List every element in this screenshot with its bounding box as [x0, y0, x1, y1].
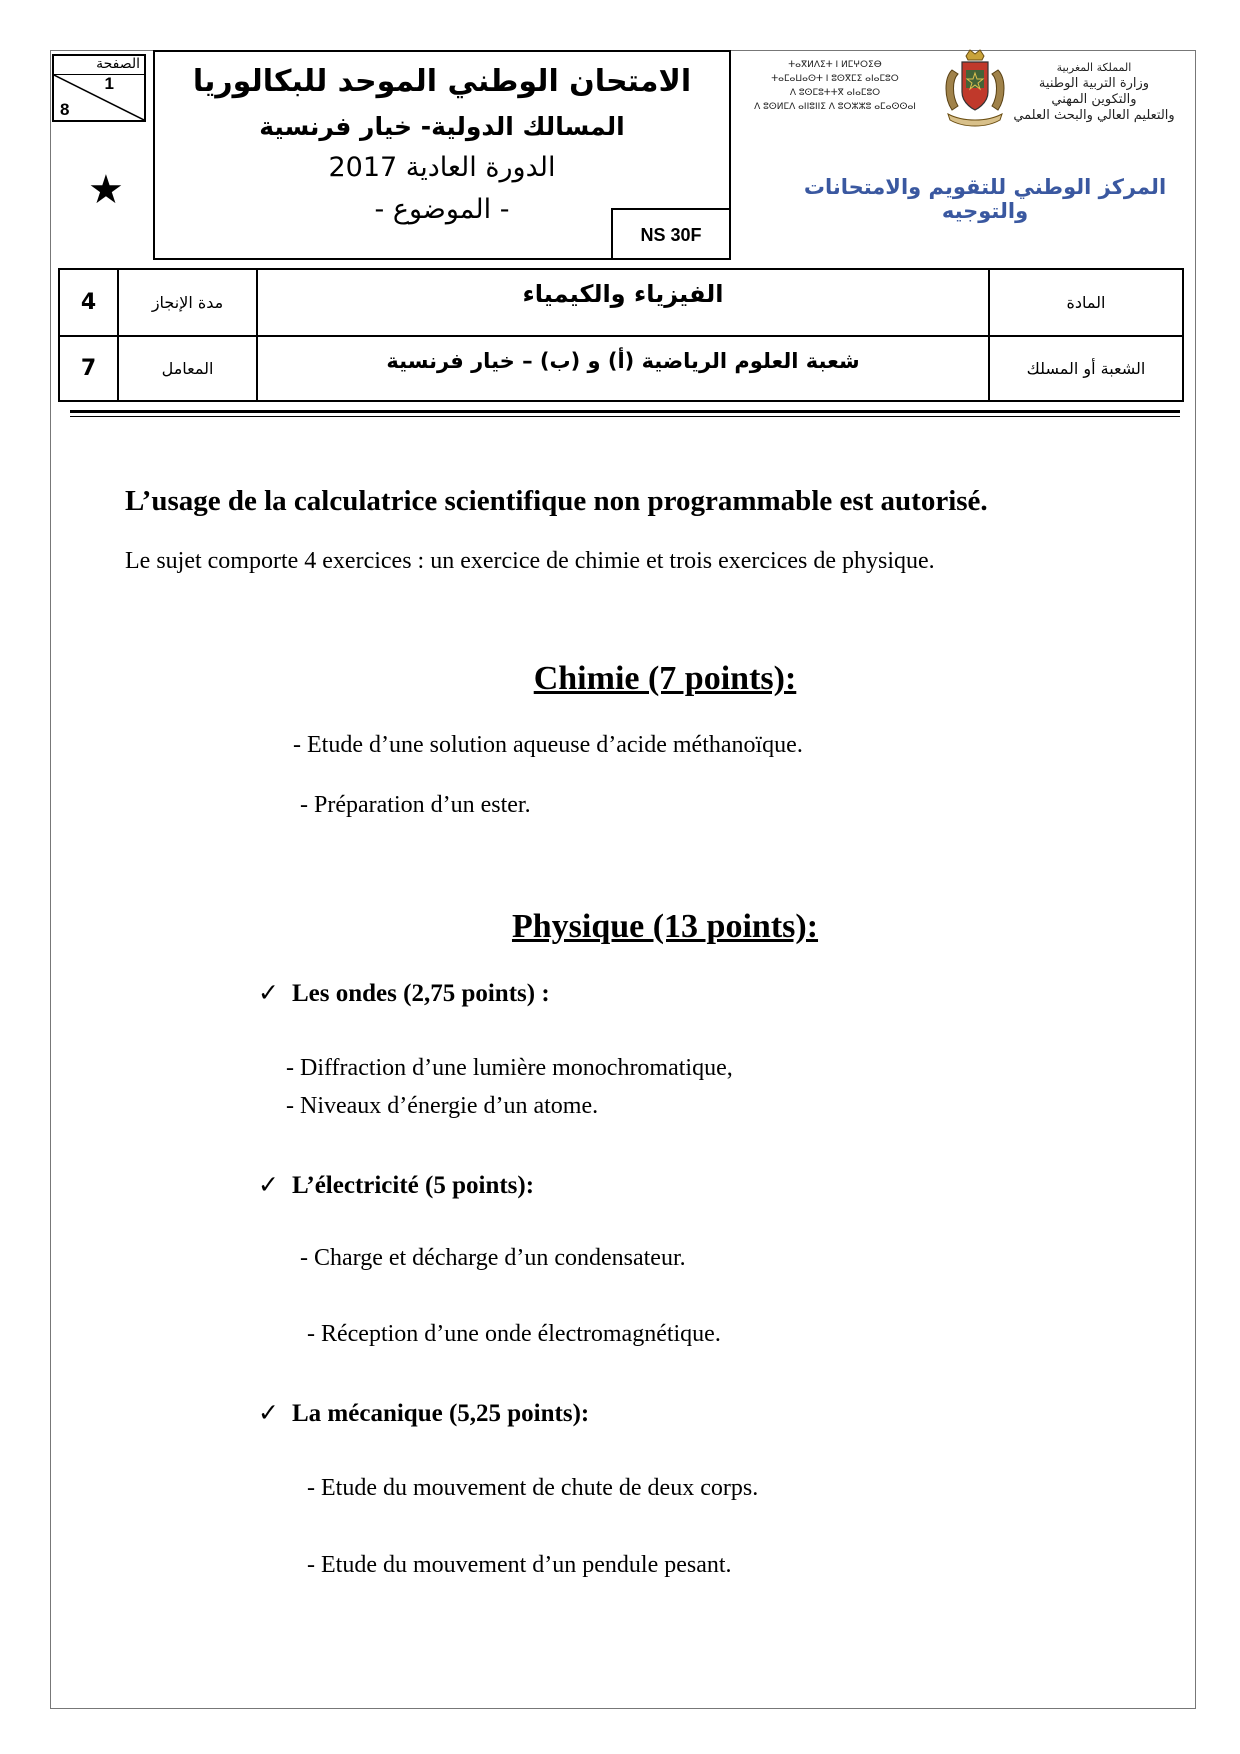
- tifinagh-line: ⴷ ⵓⵙⵎⵓⵜⵜⴳ ⴰⵏⴰⵎⵓⵔ: [789, 88, 881, 98]
- chimie-item: - Etude d’une solution aqueuse d’acide méthanoïque.: [293, 732, 803, 758]
- chimie-title: Chimie (7 points):: [533, 660, 797, 697]
- mecanique-item: - Etude du mouvement de chute de deux corps.: [307, 1475, 759, 1501]
- mecanique-title: [258, 1398, 589, 1428]
- header-rule-thin: [70, 416, 1180, 417]
- tifinagh-line: ⴷ ⵓⵙⵍⵎⴷ ⴰⵏⵏⵓⵏⵏⵉ ⴷ ⵓⵔⵣⵣⵓ ⴰⵎⴰⵙⵙⴰⵏ: [754, 102, 916, 112]
- ministry-line: والتعليم العالي والبحث العلمي: [1013, 108, 1175, 123]
- ondes-title: [258, 978, 550, 1008]
- subject-label: المادة: [1066, 293, 1106, 312]
- ministry-tifinagh: [735, 58, 935, 114]
- check-icon: ✓: [258, 1170, 279, 1199]
- duration-value: 4: [80, 290, 97, 315]
- physique-title: Physique (13 points):: [511, 908, 819, 945]
- check-icon: ✓: [258, 978, 279, 1007]
- mecanique-item: - Etude du mouvement d’un pendule pesant.: [307, 1552, 732, 1578]
- electricite-item: - Réception d’une onde électromagnétique.: [307, 1321, 721, 1347]
- exam-code: NS 30F: [611, 208, 729, 260]
- electricite-item: - Charge et décharge d’un condensateur.: [300, 1245, 686, 1271]
- ministry-arabic: [1000, 60, 1188, 124]
- duration-label: مدة الإنجاز: [151, 293, 224, 312]
- ondes-item: - Diffraction d’une lumière monochromatique,: [286, 1055, 733, 1081]
- tifinagh-line: ⵜⴰⵎⴰⵡⴰⵙⵜ ⵏ ⵓⵙⴳⵎⵉ ⴰⵏⴰⵎⵓⵔ: [771, 74, 899, 84]
- ministry-line: وزارة التربية الوطنية: [1038, 76, 1150, 91]
- page-current: 1: [104, 74, 114, 93]
- ondes-title-text: Les ondes (2,75 points) :: [292, 980, 550, 1007]
- mecanique-title-text: La mécanique (5,25 points):: [292, 1400, 590, 1427]
- calculator-notice: L’usage de la calculatrice scientifique non programmable est autorisé.: [125, 485, 988, 517]
- electricite-title-text: L’électricité (5 points):: [292, 1172, 535, 1199]
- electricite-title: [258, 1170, 534, 1200]
- tifinagh-line: ⵜⴰⴳⵍⴷⵉⵜ ⵏ ⵍⵎⵖⵔⵉⴱ: [788, 60, 882, 70]
- exam-track: المسالك الدولية- خيار فرنسية: [259, 112, 625, 141]
- exam-session: الدورة العادية 2017: [328, 152, 556, 183]
- page-number-box: [52, 54, 146, 122]
- coefficient-value: 7: [80, 356, 97, 381]
- ministry-line: المملكة المغربية: [1056, 61, 1132, 74]
- ministry-line: والتكوين المهني: [1051, 92, 1137, 107]
- subject-table: [58, 268, 1184, 402]
- subject-value: الفيزياء والكيمياء: [522, 280, 724, 308]
- exam-title: الامتحان الوطني الموحد للبكالوريا: [192, 64, 692, 99]
- branch-value: شعبة العلوم الرياضية (أ) و (ب) – خيار فرنسية: [386, 349, 860, 373]
- chimie-item: - Préparation d’un ester.: [300, 792, 531, 818]
- subject-intro: Le sujet comporte 4 exercices : un exercice de chimie et trois exercices de physique.: [125, 548, 935, 574]
- coefficient-label: المعامل: [161, 359, 214, 378]
- document-type: - الموضوع -: [374, 194, 510, 225]
- ondes-item: - Niveaux d’énergie d’un atome.: [286, 1093, 599, 1119]
- header-rule: [70, 410, 1180, 413]
- star-icon: ★: [88, 167, 124, 213]
- check-icon: ✓: [258, 1398, 279, 1427]
- branch-label: الشعبة أو المسلك: [1026, 359, 1146, 378]
- evaluation-centre: المركز الوطني للتقويم والامتحانات والتوجيه: [803, 175, 1167, 223]
- page-label: الصفحة: [96, 56, 140, 72]
- page-total: 8: [60, 100, 70, 119]
